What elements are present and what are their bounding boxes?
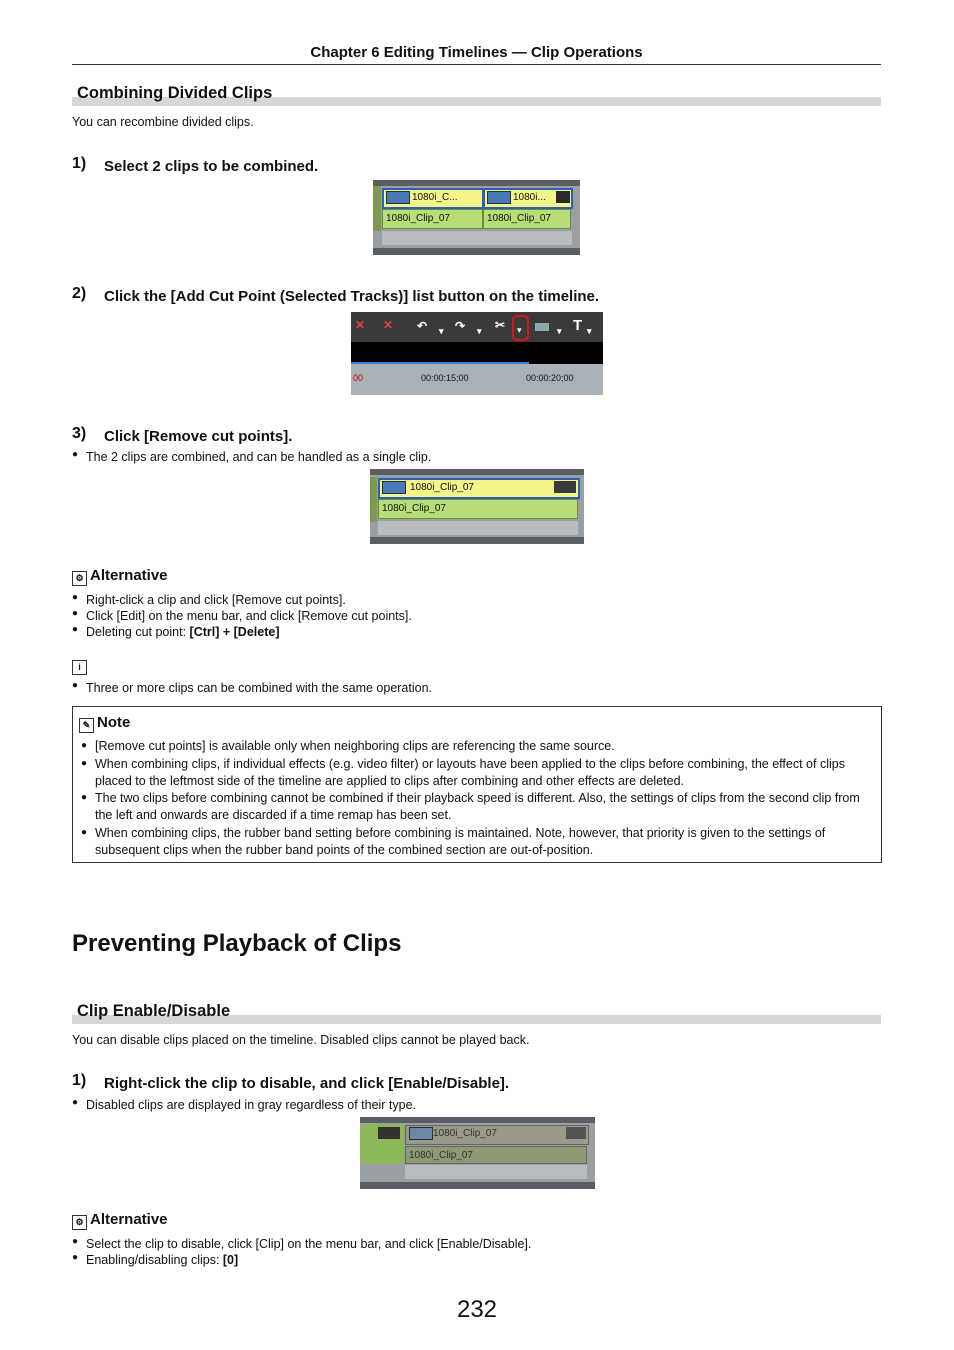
clip-thumbnail-icon [386,191,410,204]
timeline-ruler [370,469,584,475]
add-cut-point-list-button[interactable] [512,315,529,341]
timecode-label: 00:00:20;00 [526,373,574,383]
alternative-title: Alternative [90,567,168,584]
timeline-ruler [373,180,580,186]
video-clip-2[interactable] [483,188,573,209]
clip-end-thumbnail-icon [556,191,570,203]
step-text: Select 2 clips to be combined. [104,158,319,175]
timeline-scrollbar[interactable] [370,537,584,544]
chapter-header: Chapter 6 Editing Timelines — Clip Operations [310,44,643,61]
page-title: Preventing Playback of Clips [72,930,402,957]
redo-icon[interactable]: ↷ [455,319,466,333]
timeline-toolbar-screenshot [351,312,603,395]
chevron-down-icon: ▾ [517,325,522,335]
section-title-combining: Combining Divided Clips [77,84,273,102]
clip-thumbnail-icon [409,1127,433,1140]
timecode-label: 00 [353,373,364,383]
shortcut-keys: [Ctrl] + [Delete] [189,625,280,639]
chevron-down-icon[interactable]: ▾ [477,326,482,336]
track-thumbnail-icon [378,1127,400,1139]
track-header [360,1124,404,1164]
track-header [373,186,381,231]
video-clip-label: 1080i_Clip_07 [410,482,474,493]
audio-clip-1[interactable]: 1080i_Clip_07 [382,209,483,229]
step-number: 1) [72,155,87,172]
timecode-label: 00:00:15;00 [421,373,469,383]
video-clip-1[interactable] [382,188,484,209]
step-text: Click [Remove cut points]. [104,428,293,445]
section-title-enable-disable: Clip Enable/Disable [77,1002,231,1020]
step-number: 3) [72,425,87,442]
clip-thumbnail-icon [382,481,406,494]
step-number: 1) [72,1072,87,1089]
video-clip-disabled[interactable] [405,1125,589,1145]
note-icon: ✎ [79,718,94,733]
note-heading [79,714,130,733]
clip-thumbnail-icon [487,191,511,204]
title-icon[interactable]: T [573,317,583,334]
delete-gap-icon[interactable]: ✕ [383,318,394,332]
timeline-scrollbar[interactable] [373,248,580,255]
note-title: Note [97,714,131,731]
timeline-scrollbar[interactable] [360,1182,595,1189]
empty-track [405,1165,587,1179]
timecode-ruler [351,364,603,395]
chevron-down-icon[interactable]: ▾ [439,326,444,336]
video-clip-label: 1080i... [513,192,546,203]
alternative-heading [72,567,168,586]
clip-end-thumbnail-icon [554,481,576,493]
alternative-title: Alternative [90,1211,168,1228]
timeline-screenshot-selected-clips [373,180,580,255]
header-rule [72,64,881,65]
page-number: 232 [456,1296,498,1323]
audio-clip-2[interactable]: 1080i_Clip_07 [483,209,571,229]
audio-clip-combined[interactable]: 1080i_Clip_07 [378,499,578,519]
section-intro: You can disable clips placed on the timeline. Disabled clips cannot be played back. [72,1033,530,1047]
section-intro: You can recombine divided clips. [72,115,254,129]
video-clip-label: 1080i_C... [412,192,458,203]
add-cut-point-icon[interactable]: ✂ [495,318,506,332]
alternative-heading [72,1211,168,1230]
alternative-icon: ⚙ [72,1215,87,1230]
clip-tool-icon[interactable] [535,323,549,331]
alternative-icon: ⚙ [72,571,87,586]
undo-icon[interactable]: ↶ [417,319,428,333]
video-clip-label: 1080i_Clip_07 [433,1128,497,1139]
step-text: Right-click the clip to disable, and click [Enable/Disable]. [104,1075,510,1092]
audio-clip-disabled[interactable]: 1080i_Clip_07 [405,1146,587,1164]
step-text: Click the [Add Cut Point (Selected Tracks)] list button on the timeline. [104,288,600,305]
delete-cut-icon[interactable]: ✕ [355,318,366,332]
timeline-ruler [360,1117,595,1123]
chevron-down-icon[interactable]: ▾ [557,326,562,336]
clip-end-thumbnail-icon [566,1127,586,1139]
chevron-down-icon[interactable]: ▾ [587,326,592,336]
video-clip-combined[interactable] [378,478,580,499]
note-box: ✎ Note ● [Remove cut points] is available only when neighboring clips are referencing the same source. ● When combining clips, if individual effects (e.g. video filter) or layouts have been applied to the clips before combining, the effect of clips placed to the leftmost side of the timeline are applied to clips after combining and other effects are deleted. ● The two clips before combining cannot be combined if their playback speed is different. Also, the settings of clips from the second clip from the left and onwards are discarded if a time remap has been set. ● When combining clips, the rubber band setting before combining is maintained. Note, however, that priority is given to the settings of subsequent clips when the rubber band points of the combined section are out-of-position. [72,706,882,863]
step-number: 2) [72,285,87,302]
empty-track [378,521,578,535]
tip-icon: i [72,656,90,675]
timeline-screenshot-disabled-clip [360,1117,595,1189]
empty-track [382,231,572,245]
shortcut-keys: [0] [222,1253,239,1267]
track-header [370,477,377,522]
timeline-screenshot-combined-clip [370,469,584,544]
